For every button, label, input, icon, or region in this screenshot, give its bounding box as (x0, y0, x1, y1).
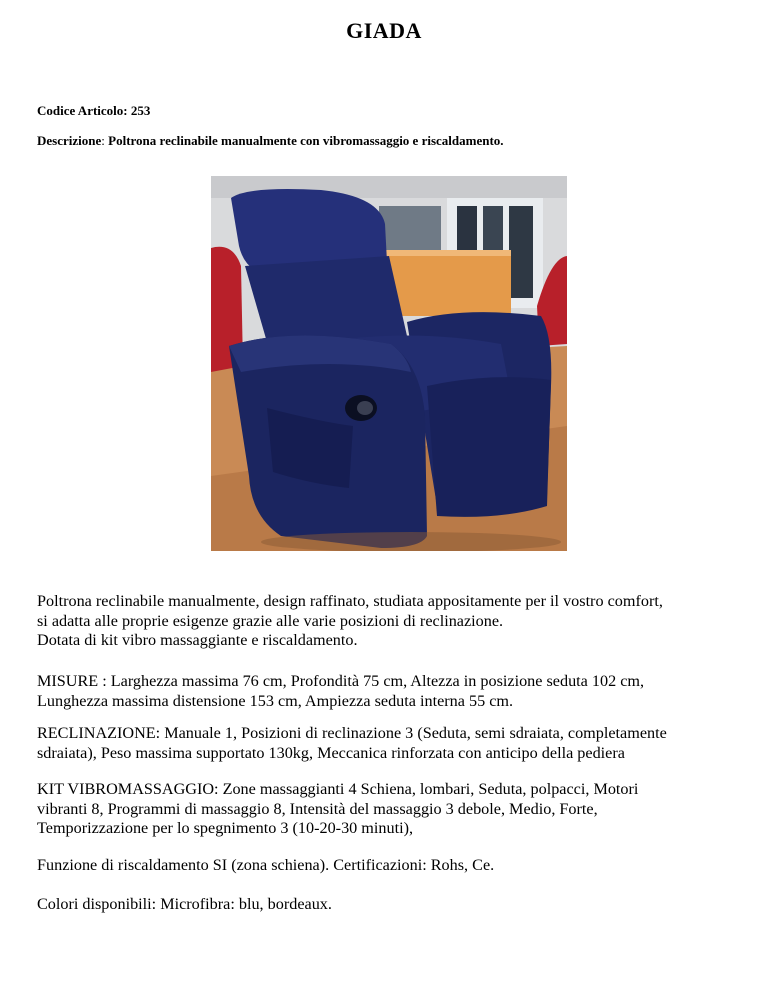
reclinazione-paragraph (37, 724, 747, 763)
intro-line: si adatta alle proprie esigenze grazie alle varie posizioni di reclinazione. (37, 611, 504, 630)
kit-line: vibranti 8, Programmi di massaggio 8, Intensità del massaggio 3 debole, Medio, Forte, (37, 799, 598, 818)
colori-paragraph (37, 895, 747, 915)
kit-paragraph (37, 780, 747, 839)
kit-line: KIT VIBROMASSAGGIO: Zone massaggianti 4 Schiena, lombari, Seduta, polpacci, Motori (37, 780, 639, 798)
misure-line: MISURE : Larghezza massima 76 cm, Profondità 75 cm, Altezza in posizione seduta 102 cm, (37, 672, 645, 690)
colori-line: Colori disponibili: Microfibra: blu, bordeaux. (37, 895, 332, 913)
riscaldamento-line: Funzione di riscaldamento SI (zona schiena). Certificazioni: Rohs, Ce. (37, 856, 495, 874)
intro-line: Poltrona reclinabile manualmente, design raffinato, studiata appositamente per il vostro comfort, (37, 592, 663, 610)
misure-paragraph (37, 672, 747, 711)
misure-line: Lunghezza massima distensione 153 cm, Ampiezza seduta interna 55 cm. (37, 691, 514, 710)
description-label: Descrizione (37, 133, 102, 148)
product-photo (211, 176, 567, 551)
description-line (37, 133, 504, 149)
product-title: GIADA (346, 18, 422, 43)
reclinazione-line: sdraiata), Peso massima supportato 130kg, Meccanica rinforzata con anticipo della pediera (37, 743, 625, 762)
article-code: Codice Articolo: 253 (37, 103, 151, 118)
intro-line: Dotata di kit vibro massaggiante e riscaldamento. (37, 631, 358, 649)
description-separator: : (101, 133, 109, 148)
intro-paragraph (37, 592, 747, 651)
reclinazione-line: RECLINAZIONE: Manuale 1, Posizioni di reclinazione 3 (Seduta, semi sdraiata, completamente (37, 724, 667, 742)
recliner-image (211, 176, 567, 551)
kit-line: Temporizzazione per lo spegnimento 3 (10-20-30 minuti), (37, 819, 414, 837)
riscaldamento-paragraph (37, 856, 747, 876)
description-text: Poltrona reclinabile manualmente con vibromassaggio e riscaldamento. (108, 133, 504, 148)
